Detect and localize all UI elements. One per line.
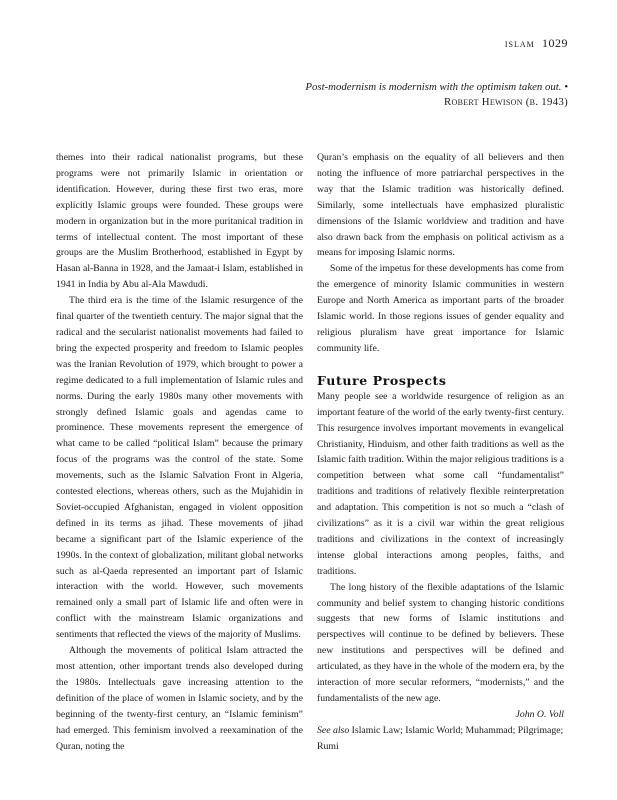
right-paragraph-1: Quran’s emphasis on the equality of all believers and then noting the influence of more patriarchal perspectives in the way that the Islamic tradition was historically defined. Similarly, some intellectuals have emphasized pluralistic dimensions of the Islamic worldview and tradition and have also drawn back from the emphasis on political activism as a means for imposing Islamic norms.: [317, 152, 564, 259]
see-also: [317, 723, 564, 755]
running-head: [505, 36, 568, 51]
running-head-section: islam: [504, 38, 535, 50]
right-paragraph-3: Many people see a worldwide resurgence of religion as an important feature of the world of the early twenty-first century. This resurgence involves important movements in evangelical Christianity, Hinduism, and other faith traditions as well as the Islamic faith tradition. Within the major religious traditions is a competition between what some call “fundamentalist” traditions and traditions of relatively flexible reinterpretation and adaptation. This competition is not so much a “clash of civilizations” as it is a civil war within the great religious traditions and civilizations in the context of increasingly intense global interactions among peoples, faiths, and traditions.: [317, 390, 564, 577]
epigraph-author: Robert Hewison (b. 1943): [444, 96, 568, 108]
epigraph-quote: Post-modernism is modernism with the optimism taken out.: [305, 81, 562, 93]
left-paragraph-2: The third era is the time of the Islamic resurgence of the final quarter of the twentieth century. The major signal that the radical and the secularist nationalist movements had failed to bring the expected prosperity and freedom to Islamic peoples was the Iranian Revolution of 1979, which brought to power a regime dedicated to a full implementation of Islamic rules and norms. During the early 1980s many other movements with strongly defined Islamic goals and agendas came to prominence. These movements represent the emergence of what came to be called “political Islam” because the primary focus of the programs was the control of the state. Some movements, such as the Islamic Salvation Front in Algeria, contested elections, whereas others, such as the Mujahidin in Soviet-occupied Afghanistan, engaged in violent opposition defined in its terms as jihad. These movements of jihad became a significant part of the Islamic experience of the 1990s. In the context of globalization, militant global networks such as al-Qaeda represented an important part of Islamic interaction with the world. However, such movements remained only a small part of Islamic life and often were in conflict with the mainstream Islamic organizations and sentiments that reflected the views of the majority of Muslims.: [56, 295, 303, 641]
epigraph: [268, 80, 568, 110]
left-column: [56, 150, 303, 754]
see-also-label: See also: [317, 724, 350, 736]
author-signature: John O. Voll: [515, 708, 564, 720]
right-column: [317, 150, 564, 755]
left-paragraph-3: Although the movements of political Islam attracted the most attention, other important trends also developed during the 1980s. Intellectuals gave increasing attention to the definition of the place of women in Islamic society, and by the beginning of the twenty-first century, an “Islamic feminism” had emerged. This feminism involved a reexamination of the Quran, noting the: [56, 645, 303, 752]
section-heading-future-prospects: Future Prospects: [317, 372, 447, 388]
see-also-items: Islamic Law; Islamic World; Muhammad; Pilgrimage; Rumi: [317, 724, 564, 752]
left-paragraph-1: themes into their radical nationalist programs, but these programs were not primarily Islamic in orientation or identification. However, during these first two eras, more explicitly Islamic groups were founded. These groups were modern in organization but in the more puritanical tradition in terms of intellectual content. The most important of these groups are the Muslim Brotherhood, established in Egypt by Hasan al-Banna in 1928, and the Jamaat-i Islam, established in 1941 in India by Abu al-Ala Mawdudi.: [56, 152, 303, 291]
right-paragraph-2: Some of the impetus for these developments has come from the emergence of minority Islamic communities in western Europe and North America as important parts of the broader Islamic world. In those regions issues of gender equality and religious pluralism have great importance for Islamic community life.: [317, 263, 564, 354]
epigraph-bullet: •: [564, 81, 568, 93]
page-number: 1029: [542, 36, 568, 50]
right-paragraph-4: The long history of the flexible adaptations of the Islamic community and belief system to changing historic conditions suggests that new forms of Islamic institutions and perspectives will continue to be defined by believers. These new institutions and perspectives will be defined and articulated, as they have in the whole of the modern era, by the interaction of more secular reformers, “modernists,” and the fundamentalists of the new age.: [317, 581, 564, 704]
